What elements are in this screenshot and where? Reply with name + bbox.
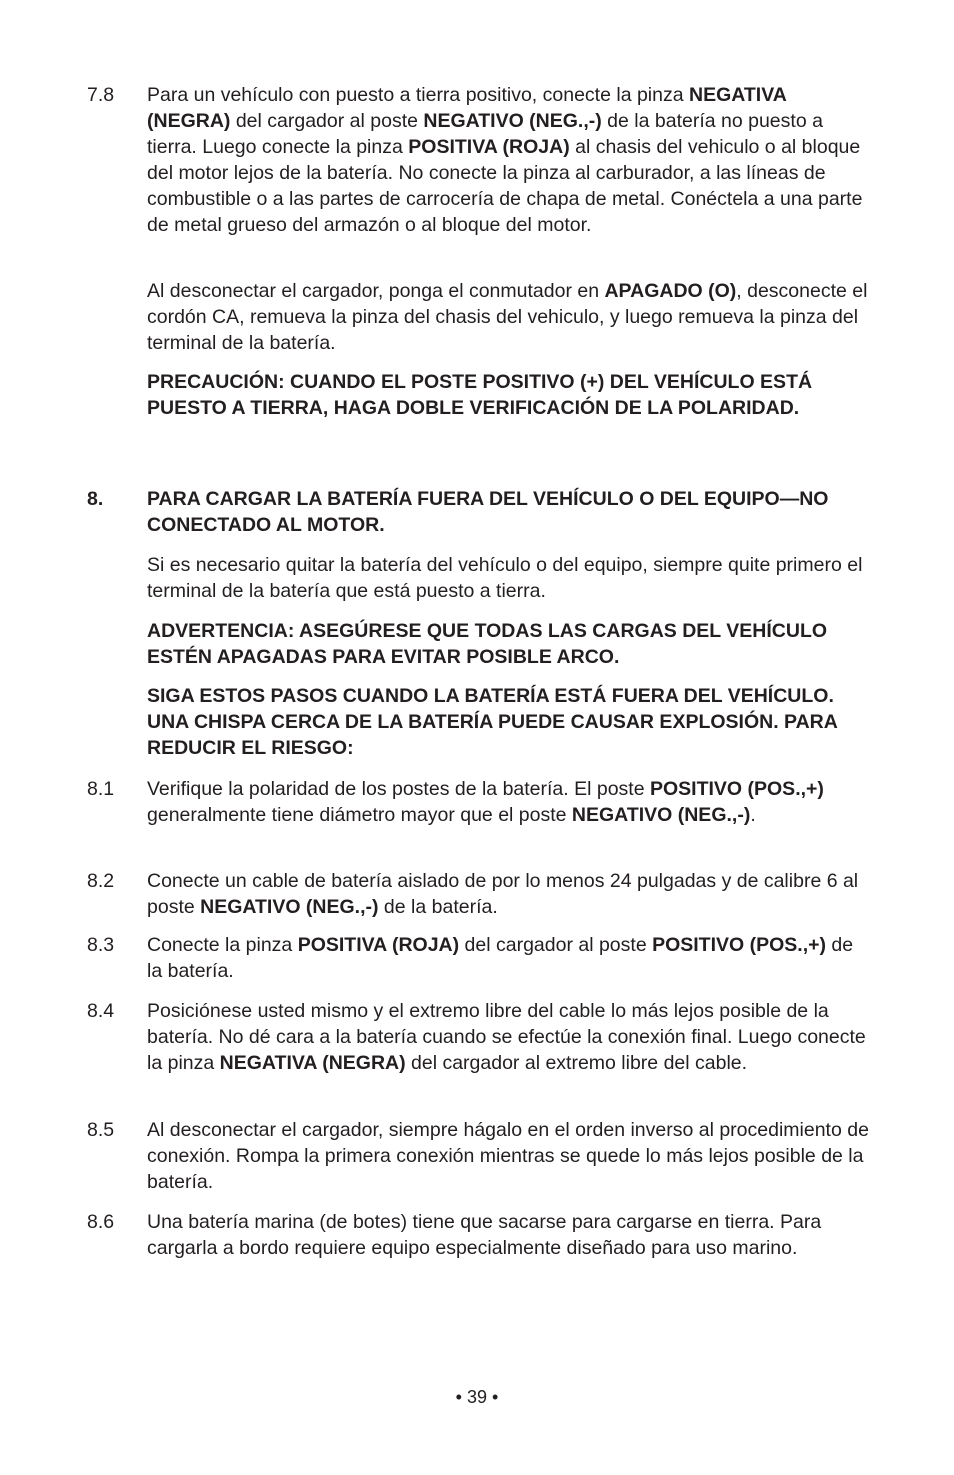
step-text: Para un vehículo con puesto a tierra positivo, conecte la pinza NEGATIVA (NEGRA) del cargador al poste NEGATIVO (NEG.,-) de la batería no puesto a tierra. Luego conecte la pinza POSITIVA (ROJA) al chasis del vehiculo o al bloque del motor lejos de la batería. No conecte la pinza al carburador, a las líneas de combustible o a las partes de carrocería de chapa de metal. Conéctela a una parte de metal grueso del armazón o al bloque del motor. xyxy=(147,84,863,236)
step-text: Verifique la polaridad de los postes de la batería. El poste POSITIVO (POS.,+) generalmente tiene diámetro mayor que el poste NEGATIVO (NEG.,-). xyxy=(147,778,824,826)
section-number: 8. xyxy=(87,488,104,510)
step-text: Al desconectar el cargador, siempre hágalo en el orden inverso al procedimiento de conexión. Rompa la primera conexión mientras se quede lo más lejos posible de la batería. xyxy=(147,1119,869,1193)
page-number: • 39 • xyxy=(455,1387,499,1407)
step-8-1 xyxy=(87,776,877,828)
step-number: 8.4 xyxy=(87,1000,115,1022)
step-text: Una batería marina (de botes) tiene que sacarse para cargarse en tierra. Para cargarla a bordo requiere equipo especialmente diseñado para uso marino. xyxy=(147,1211,822,1259)
step-text: Conecte la pinza POSITIVA (ROJA) del cargador al poste POSITIVO (POS.,+) de la batería. xyxy=(147,934,854,982)
step-7-8 xyxy=(87,82,877,238)
step-text: Conecte un cable de batería aislado de por lo menos 24 pulgadas y de calibre 6 al poste NEGATIVO (NEG.,-) de la batería. xyxy=(147,870,859,918)
step-number: 7.8 xyxy=(87,84,115,106)
step-8-5 xyxy=(87,1117,877,1195)
section-8-heading xyxy=(87,486,877,538)
step-text: Posiciónese usted mismo y el extremo libre del cable lo más lejos posible de la batería. No dé cara a la batería cuando se efectúe la conexión final. Luego conecte la pinza NEGATIVA (NEGRA) del cargador al extremo libre del cable. xyxy=(147,1000,866,1074)
step-number: 8.1 xyxy=(87,778,115,800)
step-8-6 xyxy=(87,1209,877,1261)
warning-text: ADVERTENCIA: ASEGÚRESE QUE TODAS LAS CARGAS DEL VEHÍCULO ESTÉN APAGADAS PARA EVITAR POSIBLE ARCO. xyxy=(147,620,828,668)
caution-text: PRECAUCIÓN: CUANDO EL POSTE POSITIVO (+) DEL VEHÍCULO ESTÁ PUESTO A TIERRA, HAGA DOBLE VERIFICACIÓN DE LA POLARIDAD. xyxy=(147,371,813,419)
step-8-3 xyxy=(87,932,877,984)
step-number: 8.5 xyxy=(87,1119,115,1141)
step-8-2 xyxy=(87,868,877,920)
paragraph-desconectar: Al desconectar el cargador, ponga el conmutador en APAGADO (O), desconecte el cordón CA, remueva la pinza del chasis del vehiculo, y luego remueva la pinza del terminal de la batería. xyxy=(147,280,868,354)
step-number: 8.3 xyxy=(87,934,115,956)
step-8-4 xyxy=(87,998,877,1076)
paragraph-quitar: Si es necesario quitar la batería del vehículo o del equipo, siempre quite primero el terminal de la batería que está puesto a tierra. xyxy=(147,554,863,602)
step-number: 8.6 xyxy=(87,1211,115,1233)
section-title: PARA CARGAR LA BATERÍA FUERA DEL VEHÍCULO O DEL EQUIPO—NO CONECTADO AL MOTOR. xyxy=(147,488,829,536)
steps-warning-text: SIGA ESTOS PASOS CUANDO LA BATERÍA ESTÁ FUERA DEL VEHÍCULO. UNA CHISPA CERCA DE LA BATERÍA PUEDE CAUSAR EXPLOSIÓN. PARA REDUCIR EL RIESGO: xyxy=(147,685,838,759)
step-number: 8.2 xyxy=(87,870,115,892)
